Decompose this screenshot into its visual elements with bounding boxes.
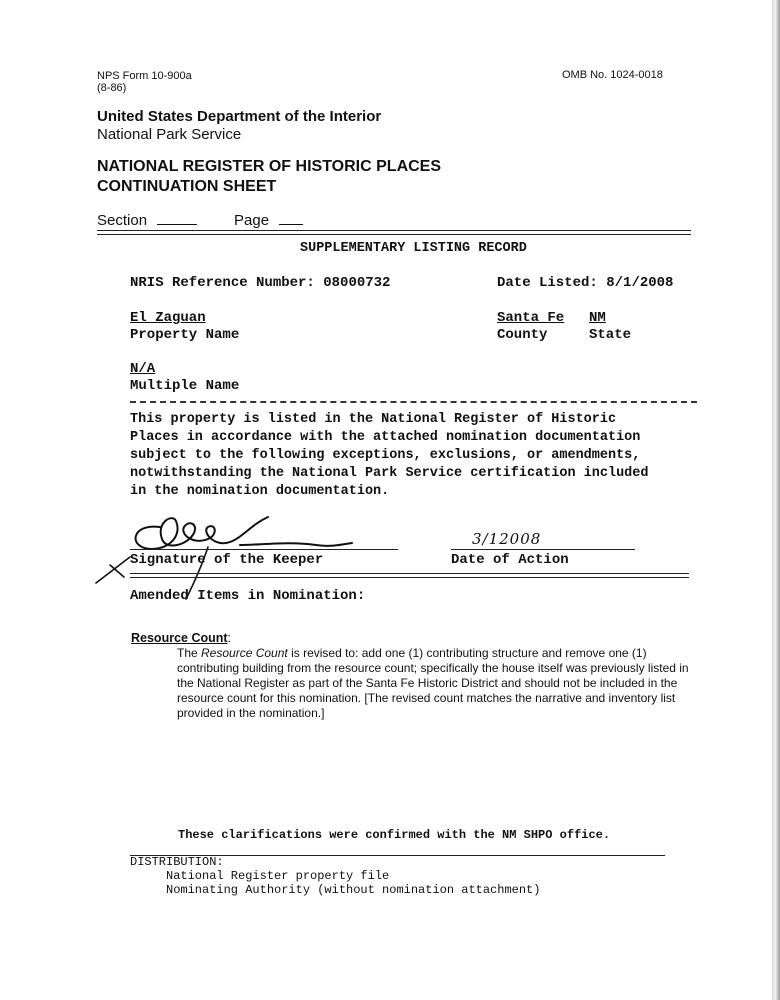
dashed-divider (130, 401, 697, 403)
statement-line: This property is listed in the National Register of Historic (130, 412, 617, 427)
page-blank (279, 210, 303, 225)
nris-value: 08000732 (323, 275, 391, 291)
date-listed (497, 275, 673, 291)
section-blank (157, 210, 197, 225)
property-name-value: El Zaguan (130, 310, 206, 326)
scan-edge-shadow (772, 0, 780, 1000)
date-of-action-line (451, 549, 635, 550)
date-listed-label: Date Listed: (497, 275, 598, 291)
resource-count-heading (131, 631, 231, 645)
resource-count-line: The Resource Count is revised to: add one (1) contributing structure and remove one (1) (177, 646, 647, 660)
county-value: Santa Fe (497, 310, 565, 326)
multiple-name-value: N/A (130, 361, 156, 377)
multiple-name-label: Multiple Name (130, 378, 240, 394)
distribution-item: Nominating Authority (without nomination attachment) (166, 883, 541, 897)
distribution-item: National Register property file (166, 869, 390, 883)
amended-items-heading: Amended Items in Nomination: (130, 588, 366, 604)
resource-count-body (177, 646, 722, 721)
record-heading: SUPPLEMENTARY LISTING RECORD (300, 241, 527, 256)
statement-line: in the nomination documentation. (130, 484, 390, 499)
statement-line: subject to the following exceptions, exclusions, or amendments, (130, 448, 641, 463)
resource-count-italic: Resource Count (201, 646, 288, 660)
state-label: State (589, 327, 632, 343)
form-number: NPS Form 10-900a (97, 70, 192, 82)
resource-count-line: contributing building from the resource count; specifically the house itself was previously listed in (177, 661, 689, 675)
resource-count-line: provided in the nomination.] (177, 706, 325, 720)
omb-number: OMB No. 1024-0018 (562, 69, 663, 81)
state-value: NM (589, 310, 606, 326)
signature-label: Signature of the Keeper (130, 552, 324, 568)
resource-count-line: resource count for this nomination. [The revised count matches the narrative and inventory list (177, 691, 676, 705)
form-title-line1: NATIONAL REGISTER OF HISTORIC PLACES (97, 158, 442, 175)
service-name: National Park Service (97, 126, 242, 143)
signature-line (130, 549, 398, 550)
resource-count-colon: : (227, 631, 232, 645)
page-label: Page (234, 212, 270, 229)
section-label: Section (97, 212, 148, 229)
section-field (97, 210, 197, 229)
signature-double-rule (130, 573, 689, 578)
nris-label: NRIS Reference Number: (130, 275, 315, 291)
date-of-action-handwritten: 3/12008 (472, 530, 542, 548)
statement-line: Places in accordance with the attached nomination documentation (130, 430, 641, 445)
distribution-label: DISTRIBUTION: (130, 855, 224, 869)
clarification-note: These clarifications were confirmed with the NM SHPO office. (178, 828, 611, 842)
nris-reference (130, 275, 390, 291)
resource-count-title: Resource Count (131, 631, 228, 645)
header-double-rule (97, 230, 691, 235)
department-name: United States Department of the Interior (97, 108, 382, 125)
date-of-action-label: Date of Action (451, 552, 569, 568)
page-field (234, 210, 303, 229)
form-date: (8-86) (97, 82, 127, 94)
date-listed-value: 8/1/2008 (606, 275, 674, 291)
property-name-label: Property Name (130, 327, 240, 343)
form-title-line2: CONTINUATION SHEET (97, 178, 277, 195)
resource-count-line: the National Register as part of the Santa Fe Historic District and should not be included in the (177, 676, 678, 690)
county-label: County (497, 327, 548, 343)
statement-line: notwithstanding the National Park Service certification included (130, 466, 649, 481)
listing-statement (130, 411, 648, 501)
